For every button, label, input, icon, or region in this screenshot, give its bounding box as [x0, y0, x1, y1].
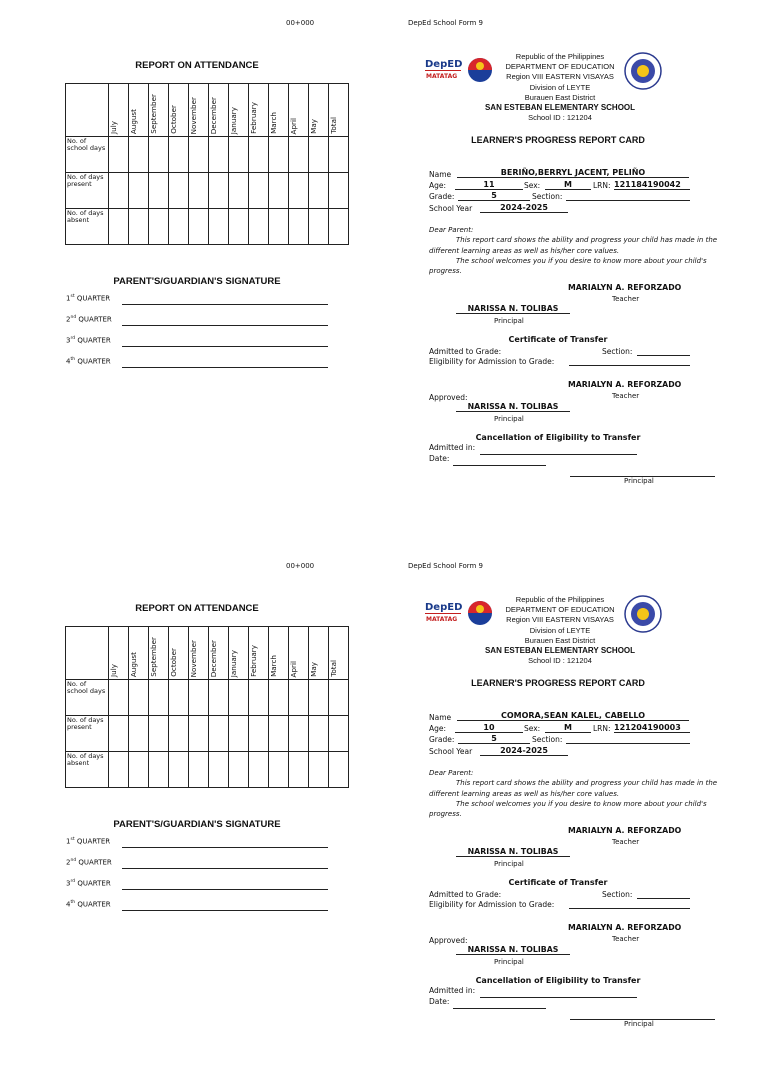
- quarter-suffix: rd: [70, 336, 76, 341]
- month-label: November: [189, 639, 198, 677]
- attendance-cell[interactable]: [329, 680, 349, 716]
- month-header: [249, 627, 269, 680]
- attendance-cell[interactable]: [209, 173, 229, 209]
- attendance-cell[interactable]: [329, 716, 349, 752]
- month-header: [149, 627, 169, 680]
- signature-line[interactable]: [122, 910, 328, 911]
- principal-name: NARISSA N. TOLIBAS: [456, 304, 570, 314]
- attendance-row-label: No. of school days: [66, 680, 109, 716]
- attendance-cell[interactable]: [209, 209, 229, 245]
- matatag-logo-text: MATATAG: [426, 73, 458, 80]
- admitted-in-label: Admitted in:: [429, 443, 476, 452]
- signature-title: PARENT'S/GUARDIAN'S SIGNATURE: [113, 276, 281, 287]
- attendance-cell[interactable]: [269, 680, 289, 716]
- teacher-name: MARIALYN A. REFORZADO: [568, 826, 682, 835]
- date-label: Date:: [429, 997, 450, 1006]
- lrn-label: LRN:: [593, 724, 611, 733]
- age-label: Age:: [429, 181, 447, 190]
- dear-parent: Dear Parent:: [429, 226, 474, 234]
- month-label: September: [149, 94, 158, 134]
- date-line: [453, 456, 546, 466]
- school-year: 2024-2025: [480, 203, 568, 213]
- attendance-row: [66, 680, 349, 716]
- attendance-cell[interactable]: [209, 716, 229, 752]
- month-label: February: [249, 645, 258, 677]
- month-label: December: [209, 639, 218, 677]
- name-label: Name: [429, 170, 452, 179]
- eligibility-line: [569, 899, 690, 909]
- month-header: [269, 84, 289, 137]
- month-header: [269, 627, 289, 680]
- form-code: 00+000: [286, 19, 315, 27]
- quarter-label: [66, 336, 111, 344]
- teacher-name: MARIALYN A. REFORZADO: [568, 283, 682, 292]
- attendance-cell[interactable]: [169, 716, 189, 752]
- teacher-role: Teacher: [612, 838, 640, 846]
- attendance-row: [66, 716, 349, 752]
- report-title: LEARNER'S PROGRESS REPORT CARD: [471, 678, 645, 688]
- matatag-logo-text: MATATAG: [426, 616, 458, 623]
- header-line: Republic of the Philippines: [515, 595, 605, 604]
- certificate-title: Certificate of Transfer: [508, 335, 608, 344]
- deped-logo-text: DepED: [425, 59, 462, 70]
- section-label: Section:: [532, 735, 563, 744]
- quarter-suffix: th: [70, 357, 76, 362]
- signature-title: PARENT'S/GUARDIAN'S SIGNATURE: [113, 819, 281, 830]
- month-label: February: [249, 102, 258, 134]
- month-label: August: [129, 108, 138, 134]
- student-age: 11: [455, 180, 523, 190]
- attendance-row-label: No. of days absent: [66, 209, 109, 245]
- attendance-cell[interactable]: [149, 209, 169, 245]
- attendance-cell[interactable]: [309, 752, 329, 788]
- admitted-in-line: [480, 988, 637, 998]
- attendance-cell[interactable]: [209, 137, 229, 173]
- quarter-label: [66, 900, 111, 908]
- attendance-row: [66, 137, 349, 173]
- date-line: [453, 999, 546, 1009]
- cert-section-label: Section:: [602, 890, 633, 899]
- cert-teacher-role: Teacher: [612, 935, 640, 943]
- month-header: [109, 627, 129, 680]
- attendance-cell[interactable]: [169, 752, 189, 788]
- letter-paragraph-2: The school welcomes you if you desire to know more about your child's progress.: [429, 256, 707, 276]
- quarter-number: 3: [66, 336, 71, 345]
- attendance-cell[interactable]: [329, 173, 349, 209]
- quarter-suffix: st: [70, 837, 75, 842]
- cert-section-line: [637, 346, 690, 356]
- student-name: COMORA,SEAN KALEL, CABELLO: [457, 711, 689, 721]
- quarter-number: 4: [66, 357, 71, 366]
- admitted-in-label: Admitted in:: [429, 986, 476, 995]
- deped-logo-text: DepED: [425, 602, 462, 613]
- header-line: Division of LEYTE: [529, 82, 591, 92]
- month-label: Total: [329, 660, 338, 677]
- report-card: [0, 543, 768, 1083]
- quarter-label: [66, 357, 111, 365]
- age-label: Age:: [429, 724, 447, 733]
- quarter-number: 1: [66, 837, 71, 846]
- student-age: 10: [455, 723, 523, 733]
- quarter-text: QUARTER: [77, 357, 111, 366]
- month-header: [309, 627, 329, 680]
- month-header: [149, 84, 169, 137]
- header-line: DEPARTMENT OF EDUCATION: [505, 62, 615, 72]
- school-id: School ID : 121204: [528, 113, 592, 123]
- attendance-cell[interactable]: [129, 173, 149, 209]
- quarter-suffix: th: [70, 900, 76, 905]
- month-header: [209, 627, 229, 680]
- attendance-cell[interactable]: [249, 716, 269, 752]
- month-label: January: [229, 106, 238, 134]
- attendance-cell[interactable]: [169, 173, 189, 209]
- quarter-text: QUARTER: [78, 315, 112, 324]
- student-grade: 5: [458, 734, 530, 744]
- attendance-row-label: No. of school days: [66, 137, 109, 173]
- month-label: March: [269, 112, 278, 134]
- cert-section-line: [637, 889, 690, 899]
- attendance-cell[interactable]: [149, 716, 169, 752]
- quarter-suffix: nd: [70, 858, 77, 863]
- eligibility-label: Eligibility for Admission to Grade:: [429, 900, 555, 909]
- signature-line[interactable]: [122, 325, 328, 326]
- school-name: SAN ESTEBAN ELEMENTARY SCHOOL: [484, 646, 636, 656]
- sex-label: Sex:: [524, 724, 541, 733]
- quarter-text: QUARTER: [77, 900, 111, 909]
- deped-matatag-logo: [424, 56, 462, 84]
- attendance-cell[interactable]: [269, 752, 289, 788]
- principal-name: NARISSA N. TOLIBAS: [456, 847, 570, 857]
- attendance-row-label: No. of days absent: [66, 752, 109, 788]
- attendance-cell[interactable]: [309, 173, 329, 209]
- month-header: [289, 84, 309, 137]
- month-header: [309, 84, 329, 137]
- attendance-cell[interactable]: [269, 716, 289, 752]
- student-lrn: 121184190042: [614, 180, 690, 190]
- month-label: May: [309, 119, 318, 134]
- quarter-text: QUARTER: [77, 336, 111, 345]
- teacher-role: Teacher: [612, 295, 640, 303]
- month-label: March: [269, 655, 278, 677]
- attendance-cell[interactable]: [189, 173, 209, 209]
- lrn-label: LRN:: [593, 181, 611, 190]
- month-header: [129, 84, 149, 137]
- cert-teacher-name: MARIALYN A. REFORZADO: [568, 380, 682, 389]
- quarter-number: 3: [66, 879, 71, 888]
- attendance-cell[interactable]: [229, 137, 249, 173]
- attendance-title: REPORT ON ATTENDANCE: [135, 60, 259, 71]
- attendance-cell[interactable]: [229, 680, 249, 716]
- quarter-label: [66, 315, 112, 323]
- attendance-cell[interactable]: [329, 209, 349, 245]
- attendance-cell[interactable]: [329, 137, 349, 173]
- cert-principal-role: Principal: [494, 415, 524, 423]
- final-principal-role: Principal: [624, 477, 654, 485]
- cert-section-label: Section:: [602, 347, 633, 356]
- approved-label: Approved:: [429, 393, 468, 402]
- attendance-cell[interactable]: [289, 716, 309, 752]
- attendance-cell[interactable]: [129, 752, 149, 788]
- admitted-in-line: [480, 445, 637, 455]
- certificate-title: Certificate of Transfer: [508, 878, 608, 887]
- school-name: SAN ESTEBAN ELEMENTARY SCHOOL: [484, 103, 636, 113]
- date-label: Date:: [429, 454, 450, 463]
- cancellation-title: Cancellation of Eligibility to Transfer: [475, 976, 641, 985]
- header-line: Burauen East District: [524, 635, 596, 645]
- attendance-cell[interactable]: [309, 137, 329, 173]
- attendance-cell[interactable]: [209, 680, 229, 716]
- eligibility-label: Eligibility for Admission to Grade:: [429, 357, 555, 366]
- quarter-label: [66, 858, 112, 866]
- attendance-cell[interactable]: [209, 752, 229, 788]
- attendance-cell[interactable]: [109, 752, 129, 788]
- quarter-number: 2: [66, 315, 71, 324]
- student-sex: M: [545, 180, 591, 190]
- attendance-cell[interactable]: [249, 209, 269, 245]
- form-code: 00+000: [286, 562, 315, 570]
- eligibility-line: [569, 356, 690, 366]
- form-name: DepEd School Form 9: [408, 19, 484, 27]
- month-header: [329, 84, 349, 137]
- letter-paragraph-1: This report card shows the ability and progress your child has made in the different learning areas as well as his/her core values.: [429, 236, 718, 255]
- attendance-cell[interactable]: [289, 209, 309, 245]
- month-label: July: [109, 121, 118, 134]
- month-header: [189, 627, 209, 680]
- attendance-cell[interactable]: [289, 680, 309, 716]
- dear-parent: Dear Parent:: [429, 769, 474, 777]
- cert-principal-role: Principal: [494, 958, 524, 966]
- header-line: Region VIII EASTERN VISAYAS: [506, 615, 614, 625]
- attendance-cell[interactable]: [289, 173, 309, 209]
- attendance-row: [66, 752, 349, 788]
- school-year-label: School Year: [429, 747, 473, 756]
- month-label: April: [289, 660, 298, 677]
- school-year-label: School Year: [429, 204, 473, 213]
- attendance-cell[interactable]: [189, 752, 209, 788]
- attendance-cell[interactable]: [109, 137, 129, 173]
- quarter-text: QUARTER: [76, 294, 111, 303]
- attendance-row: [66, 173, 349, 209]
- quarter-number: 1: [66, 294, 71, 303]
- month-header: [229, 627, 249, 680]
- month-header: [289, 627, 309, 680]
- attendance-cell[interactable]: [229, 752, 249, 788]
- attendance-cell[interactable]: [169, 209, 189, 245]
- cert-teacher-role: Teacher: [612, 392, 640, 400]
- attendance-cell[interactable]: [149, 173, 169, 209]
- attendance-cell[interactable]: [149, 137, 169, 173]
- attendance-row: [66, 209, 349, 245]
- month-header: [189, 84, 209, 137]
- header-block: [470, 52, 650, 123]
- signature-line[interactable]: [122, 868, 328, 869]
- attendance-cell[interactable]: [229, 716, 249, 752]
- cert-teacher-name: MARIALYN A. REFORZADO: [568, 923, 682, 932]
- section-label: Section:: [532, 192, 563, 201]
- attendance-cell[interactable]: [129, 680, 149, 716]
- attendance-cell[interactable]: [269, 137, 289, 173]
- principal-role: Principal: [494, 860, 524, 868]
- letter-paragraph-2: The school welcomes you if you desire to know more about your child's progress.: [429, 799, 707, 819]
- attendance-cell[interactable]: [129, 209, 149, 245]
- attendance-cell[interactable]: [189, 137, 209, 173]
- quarter-text: QUARTER: [77, 879, 111, 888]
- student-section: [566, 191, 690, 201]
- attendance-cell[interactable]: [129, 137, 149, 173]
- attendance-cell[interactable]: [149, 680, 169, 716]
- attendance-cell[interactable]: [129, 716, 149, 752]
- attendance-cell[interactable]: [109, 716, 129, 752]
- name-label: Name: [429, 713, 452, 722]
- quarter-text: QUARTER: [78, 858, 112, 867]
- final-principal-role: Principal: [624, 1020, 654, 1028]
- month-header: [209, 84, 229, 137]
- attendance-cell[interactable]: [109, 209, 129, 245]
- report-card: [0, 0, 768, 540]
- signature-line[interactable]: [122, 847, 328, 848]
- attendance-cell[interactable]: [189, 680, 209, 716]
- quarter-number: 2: [66, 858, 71, 867]
- attendance-cell[interactable]: [169, 680, 189, 716]
- attendance-title: REPORT ON ATTENDANCE: [135, 603, 259, 614]
- attendance-cell[interactable]: [249, 173, 269, 209]
- sex-label: Sex:: [524, 181, 541, 190]
- final-signature-line: [570, 467, 715, 477]
- attendance-cell[interactable]: [309, 680, 329, 716]
- header-block: [470, 595, 650, 666]
- quarter-label: [66, 879, 111, 887]
- attendance-table: [65, 83, 349, 245]
- student-lrn: 121204190003: [614, 723, 690, 733]
- deped-matatag-logo: [424, 599, 462, 627]
- grade-label: Grade:: [429, 192, 455, 201]
- attendance-cell[interactable]: [249, 752, 269, 788]
- cert-principal-name: NARISSA N. TOLIBAS: [456, 945, 570, 955]
- cancellation-title: Cancellation of Eligibility to Transfer: [475, 433, 641, 442]
- quarter-suffix: st: [70, 294, 75, 299]
- student-name: BERIÑO,BERRYL JACENT, PELIÑO: [457, 168, 689, 178]
- final-signature-line: [570, 1010, 715, 1020]
- attendance-row-label: No. of days present: [66, 716, 109, 752]
- student-section: [566, 734, 690, 744]
- month-label: July: [109, 664, 118, 677]
- attendance-cell[interactable]: [249, 137, 269, 173]
- month-label: October: [169, 105, 178, 134]
- student-grade: 5: [458, 191, 530, 201]
- attendance-cell[interactable]: [269, 173, 289, 209]
- month-label: Total: [329, 117, 338, 134]
- attendance-cell[interactable]: [149, 752, 169, 788]
- month-header: [169, 84, 189, 137]
- attendance-cell[interactable]: [189, 209, 209, 245]
- letter-body: [429, 768, 719, 819]
- signature-line[interactable]: [122, 367, 328, 368]
- month-header: [109, 84, 129, 137]
- student-sex: M: [545, 723, 591, 733]
- attendance-cell[interactable]: [229, 209, 249, 245]
- signature-line[interactable]: [122, 346, 328, 347]
- school-id: School ID : 121204: [528, 656, 592, 666]
- attendance-cell[interactable]: [249, 680, 269, 716]
- grade-label: Grade:: [429, 735, 455, 744]
- month-header: [129, 627, 149, 680]
- month-label: September: [149, 637, 158, 677]
- quarter-label: [66, 837, 110, 845]
- attendance-cell[interactable]: [289, 752, 309, 788]
- month-label: August: [129, 651, 138, 677]
- letter-paragraph-1: This report card shows the ability and progress your child has made in the different learning areas as well as his/her core values.: [429, 779, 718, 798]
- attendance-cell[interactable]: [169, 137, 189, 173]
- admitted-grade-label: Admitted to Grade:: [429, 347, 502, 356]
- header-line: Region VIII EASTERN VISAYAS: [506, 72, 614, 82]
- attendance-cell[interactable]: [189, 716, 209, 752]
- attendance-cell[interactable]: [329, 752, 349, 788]
- attendance-cell[interactable]: [109, 680, 129, 716]
- quarter-number: 4: [66, 900, 71, 909]
- attendance-cell[interactable]: [229, 173, 249, 209]
- cert-principal-name: NARISSA N. TOLIBAS: [456, 402, 570, 412]
- quarter-suffix: rd: [70, 879, 76, 884]
- form-name: DepEd School Form 9: [408, 562, 484, 570]
- attendance-row-label: No. of days present: [66, 173, 109, 209]
- month-label: November: [189, 96, 198, 134]
- school-year: 2024-2025: [480, 746, 568, 756]
- attendance-cell[interactable]: [109, 173, 129, 209]
- header-line: DEPARTMENT OF EDUCATION: [505, 605, 615, 615]
- letter-body: [429, 225, 719, 276]
- month-label: May: [309, 662, 318, 677]
- attendance-corner: [66, 84, 109, 137]
- month-label: October: [169, 648, 178, 677]
- attendance-cell[interactable]: [309, 716, 329, 752]
- month-header: [249, 84, 269, 137]
- month-header: [329, 627, 349, 680]
- quarter-suffix: nd: [70, 315, 77, 320]
- month-label: April: [289, 117, 298, 134]
- attendance-cell[interactable]: [289, 137, 309, 173]
- principal-role: Principal: [494, 317, 524, 325]
- signature-line[interactable]: [122, 889, 328, 890]
- attendance-cell[interactable]: [269, 209, 289, 245]
- month-header: [169, 627, 189, 680]
- approved-label: Approved:: [429, 936, 468, 945]
- attendance-cell[interactable]: [309, 209, 329, 245]
- header-line: Burauen East District: [524, 92, 596, 102]
- month-header: [229, 84, 249, 137]
- signature-line[interactable]: [122, 304, 328, 305]
- month-label: January: [229, 649, 238, 677]
- quarter-text: QUARTER: [76, 837, 111, 846]
- header-line: Division of LEYTE: [529, 625, 591, 635]
- quarter-label: [66, 294, 110, 302]
- report-title: LEARNER'S PROGRESS REPORT CARD: [471, 135, 645, 145]
- attendance-table: [65, 626, 349, 788]
- admitted-grade-label: Admitted to Grade:: [429, 890, 502, 899]
- attendance-corner: [66, 627, 109, 680]
- header-line: Republic of the Philippines: [515, 52, 605, 61]
- month-label: December: [209, 96, 218, 134]
